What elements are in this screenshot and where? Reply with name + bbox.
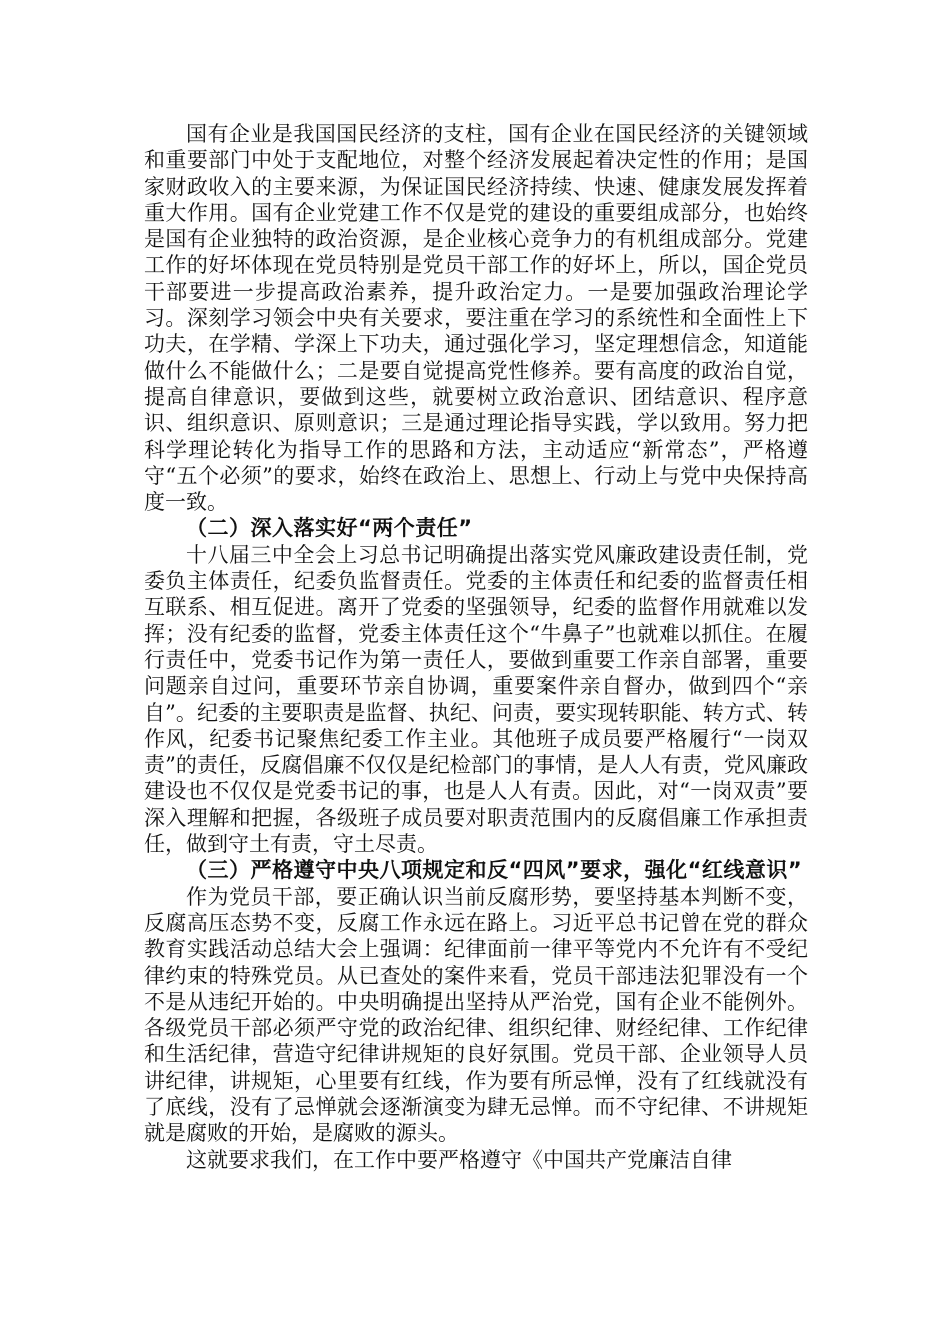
body-paragraph: 国有企业是我国国民经济的支柱，国有企业在国民经济的关键领域和重要部门中处于支配地位，对整个经济发展起着决定性的作用；是国家财政收入的主要来源，为保证国民经济持续、快速、健康发展发挥着重大作用。国有企业党建工作不仅是党的建设的重要组成部分，也始终是国有企业独特的政治资源，是企业核心竞争力的有机组成部分。党建工作的好坏体现在党员特别是党员干部工作的好坏上，所以，国企党员干部要进一步提高政治素养，提升政治定力。一是要加强政治理论学习。深刻学习领会中央有关要求，要注重在学习的系统性和全面性上下功夫，在学精、学深上下功夫，通过强化学习，坚定理想信念，知道能做什么不能做什么；二是要自觉提高党性修养。要有高度的政治自觉，提高自律意识，要做到这些，就要树立政治意识、团结意识、程序意识、组织意识、原则意识；三是通过理论指导实践，学以致用。努力把科学理论转化为指导工作的思路和方法，主动适应“新常态”，严格遵守“五个必须”的要求，始终在政治上、思想上、行动上与党中央保持高度一致。	[144, 122, 808, 515]
body-paragraph: 这就要求我们，在工作中要严格遵守《中国共产党廉洁自律	[186, 1147, 732, 1172]
section-heading: （三）严格遵守中央八项规定和反“四风”要求，强化“红线意识”	[186, 858, 803, 883]
body-paragraph: 十八届三中全会上习总书记明确提出落实党风廉政建设责任制，党委负主体责任，纪委负监督责任。党委的主体责任和纪委的监督责任相互联系、相互促进。离开了党委的坚强领导，纪委的监督作用就难以发挥；没有纪委的监督，党委主体责任这个“牛鼻子”也就难以抓住。在履行责任中，党委书记作为第一责任人，要做到重要工作亲自部署，重要问题亲自过问，重要环节亲自协调，重要案件亲自督办，做到四个“亲自”。纪委的主要职责是监督、执纪、问责，要实现转职能、转方式、转作风，纪委书记聚焦纪委工作主业。其他班子成员要严格履行“一岗双责”的责任，反腐倡廉不仅仅是纪检部门的事情，是人人有责，党风廉政建设也不仅仅是党委书记的事，也是人人有责。因此，对“一岗双责”要深入理解和把握，各级班子成员要对职责范围内的反腐倡廉工作承担责任，做到守土有责，守土尽责。	[144, 542, 808, 857]
body-paragraph: 作为党员干部，要正确认识当前反腐形势，要坚持基本判断不变，反腐高压态势不变，反腐工作永远在路上。习近平总书记曾在党的群众教育实践活动总结大会上强调：纪律面前一律平等党内不允许有不受纪律约束的特殊党员。从已查处的案件来看，党员干部违法犯罪没有一个不是从违纪开始的。中央明确提出坚持从严治党，国有企业不能例外。各级党员干部必须严守党的政治纪律、组织纪律、财经纪律、工作纪律和生活纪律，营造守纪律讲规矩的良好氛围。党员干部、企业领导人员讲纪律，讲规矩，心里要有红线，作为要有所忌惮，没有了红线就没有了底线，没有了忌惮就会逐渐演变为肆无忌惮。而不守纪律、不讲规矩就是腐败的开始，是腐败的源头。	[144, 884, 808, 1146]
section-heading: （二）深入落实好“两个责任”	[186, 516, 473, 541]
document-page	[144, 121, 808, 1173]
